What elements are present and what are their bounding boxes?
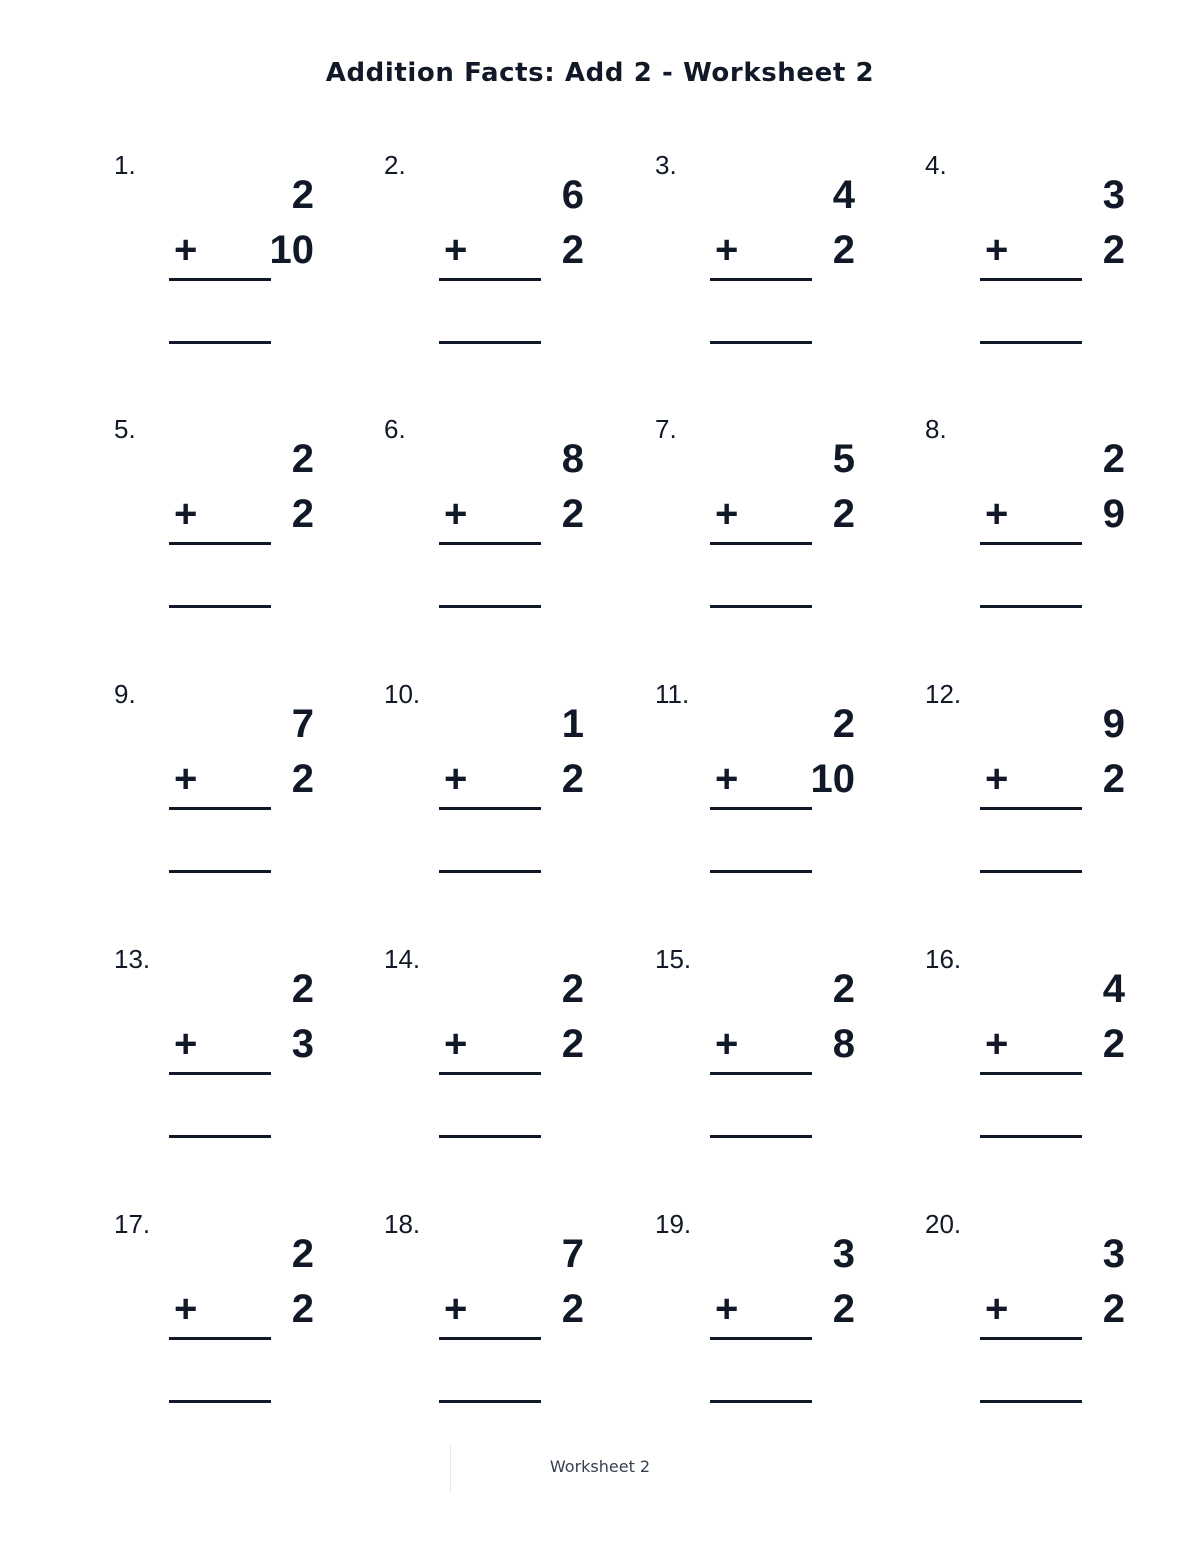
problem-number: 3.	[655, 150, 677, 180]
sum-line	[439, 1072, 541, 1075]
sum-line	[169, 1337, 271, 1340]
answer-line[interactable]	[169, 341, 271, 344]
problem-4	[925, 150, 1125, 370]
bottom-addend: 9	[1102, 492, 1125, 536]
answer-line[interactable]	[710, 341, 812, 344]
bottom-addend: 2	[291, 757, 314, 801]
bottom-addend: 2	[561, 492, 584, 536]
plus-sign: +	[985, 492, 1009, 536]
problem-6	[384, 414, 584, 634]
sum-line	[980, 542, 1082, 545]
answer-line[interactable]	[439, 1400, 541, 1403]
sum-line	[980, 807, 1082, 810]
sum-line	[169, 542, 271, 545]
answer-line[interactable]	[980, 605, 1082, 608]
top-addend: 7	[561, 1232, 584, 1276]
bottom-addend: 2	[1102, 228, 1125, 272]
top-addend: 6	[561, 173, 584, 217]
worksheet-title: Addition Facts: Add 2 - Worksheet 2	[325, 58, 875, 88]
plus-sign: +	[174, 1287, 198, 1331]
plus-sign: +	[444, 228, 468, 272]
problem-number: 13.	[114, 944, 151, 974]
plus-sign: +	[174, 492, 198, 536]
sum-line	[439, 278, 541, 281]
answer-line[interactable]	[980, 341, 1082, 344]
problem-5	[114, 414, 314, 634]
answer-line[interactable]	[980, 1400, 1082, 1403]
problem-number: 7.	[655, 414, 677, 444]
top-addend: 3	[832, 1232, 855, 1276]
top-addend: 2	[832, 702, 855, 746]
sum-line	[710, 542, 812, 545]
bottom-addend: 2	[561, 1022, 584, 1066]
sum-line	[710, 1337, 812, 1340]
plus-sign: +	[444, 757, 468, 801]
problem-3	[655, 150, 855, 370]
bottom-addend: 2	[832, 228, 855, 272]
problem-number: 19.	[655, 1209, 692, 1239]
problem-20	[925, 1209, 1125, 1429]
problem-number: 5.	[114, 414, 136, 444]
plus-sign: +	[444, 1022, 468, 1066]
problem-number: 16.	[925, 944, 962, 974]
problem-number: 11.	[655, 679, 690, 709]
problem-19	[655, 1209, 855, 1429]
sum-line	[710, 1072, 812, 1075]
page-footer: Worksheet 2	[549, 1457, 651, 1476]
problem-9	[114, 679, 314, 899]
sum-line	[710, 807, 812, 810]
top-addend: 7	[291, 702, 314, 746]
top-addend: 3	[1102, 1232, 1125, 1276]
plus-sign: +	[985, 757, 1009, 801]
problem-number: 6.	[384, 414, 406, 444]
top-addend: 2	[561, 967, 584, 1011]
bottom-addend: 2	[832, 492, 855, 536]
problem-number: 2.	[384, 150, 406, 180]
answer-line[interactable]	[710, 605, 812, 608]
problem-number: 1.	[114, 150, 136, 180]
sum-line	[169, 1072, 271, 1075]
problem-number: 15.	[655, 944, 692, 974]
problem-number: 14.	[384, 944, 421, 974]
problem-18	[384, 1209, 584, 1429]
answer-line[interactable]	[710, 1400, 812, 1403]
plus-sign: +	[174, 1022, 198, 1066]
problem-12	[925, 679, 1125, 899]
problem-15	[655, 944, 855, 1164]
sum-line	[980, 278, 1082, 281]
plus-sign: +	[174, 757, 198, 801]
plus-sign: +	[174, 228, 198, 272]
bottom-addend: 8	[832, 1022, 855, 1066]
problem-number: 12.	[925, 679, 962, 709]
top-addend: 2	[291, 173, 314, 217]
top-addend: 4	[832, 173, 855, 217]
answer-line[interactable]	[980, 870, 1082, 873]
top-addend: 8	[561, 437, 584, 481]
top-addend: 1	[561, 702, 584, 746]
answer-line[interactable]	[980, 1135, 1082, 1138]
problem-14	[384, 944, 584, 1164]
problem-number: 18.	[384, 1209, 421, 1239]
plus-sign: +	[985, 228, 1009, 272]
plus-sign: +	[444, 1287, 468, 1331]
answer-line[interactable]	[710, 870, 812, 873]
plus-sign: +	[715, 492, 739, 536]
sum-line	[169, 807, 271, 810]
plus-sign: +	[715, 757, 739, 801]
top-addend: 5	[832, 437, 855, 481]
bottom-addend: 2	[561, 228, 584, 272]
top-addend: 2	[291, 1232, 314, 1276]
top-addend: 2	[291, 967, 314, 1011]
problem-13	[114, 944, 314, 1164]
top-addend: 3	[1102, 173, 1125, 217]
plus-sign: +	[715, 228, 739, 272]
problem-number: 8.	[925, 414, 947, 444]
plus-sign: +	[985, 1022, 1009, 1066]
top-addend: 2	[1102, 437, 1125, 481]
plus-sign: +	[715, 1287, 739, 1331]
bottom-addend: 2	[291, 492, 314, 536]
plus-sign: +	[444, 492, 468, 536]
bottom-addend: 10	[269, 228, 314, 272]
answer-line[interactable]	[169, 1135, 271, 1138]
answer-line[interactable]	[710, 1135, 812, 1138]
answer-line[interactable]	[169, 605, 271, 608]
problem-number: 9.	[114, 679, 136, 709]
sum-line	[439, 1337, 541, 1340]
answer-line[interactable]	[169, 1400, 271, 1403]
bottom-addend: 2	[1102, 1287, 1125, 1331]
sum-line	[980, 1072, 1082, 1075]
bottom-addend: 2	[832, 1287, 855, 1331]
bottom-addend: 2	[1102, 1022, 1125, 1066]
bottom-addend: 2	[561, 757, 584, 801]
sum-line	[439, 542, 541, 545]
problem-11	[655, 679, 855, 899]
problem-7	[655, 414, 855, 634]
problem-16	[925, 944, 1125, 1164]
answer-line[interactable]	[439, 870, 541, 873]
plus-sign: +	[715, 1022, 739, 1066]
problem-17	[114, 1209, 314, 1429]
top-addend: 2	[291, 437, 314, 481]
bottom-addend: 2	[561, 1287, 584, 1331]
problem-10	[384, 679, 584, 899]
answer-line[interactable]	[439, 605, 541, 608]
problem-1	[114, 150, 314, 370]
plus-sign: +	[985, 1287, 1009, 1331]
problem-8	[925, 414, 1125, 634]
sum-line	[710, 278, 812, 281]
sum-line	[169, 278, 271, 281]
problem-number: 10.	[384, 679, 421, 709]
top-addend: 4	[1102, 967, 1125, 1011]
problem-number: 20.	[925, 1209, 962, 1239]
answer-line[interactable]	[169, 870, 271, 873]
bottom-addend: 3	[291, 1022, 314, 1066]
bottom-addend: 10	[810, 757, 855, 801]
problem-number: 4.	[925, 150, 947, 180]
top-addend: 2	[832, 967, 855, 1011]
answer-line[interactable]	[439, 1135, 541, 1138]
answer-line[interactable]	[439, 341, 541, 344]
problem-2	[384, 150, 584, 370]
sum-line	[439, 807, 541, 810]
sum-line	[980, 1337, 1082, 1340]
bottom-addend: 2	[1102, 757, 1125, 801]
problem-number: 17.	[114, 1209, 151, 1239]
bottom-addend: 2	[291, 1287, 314, 1331]
top-addend: 9	[1102, 702, 1125, 746]
